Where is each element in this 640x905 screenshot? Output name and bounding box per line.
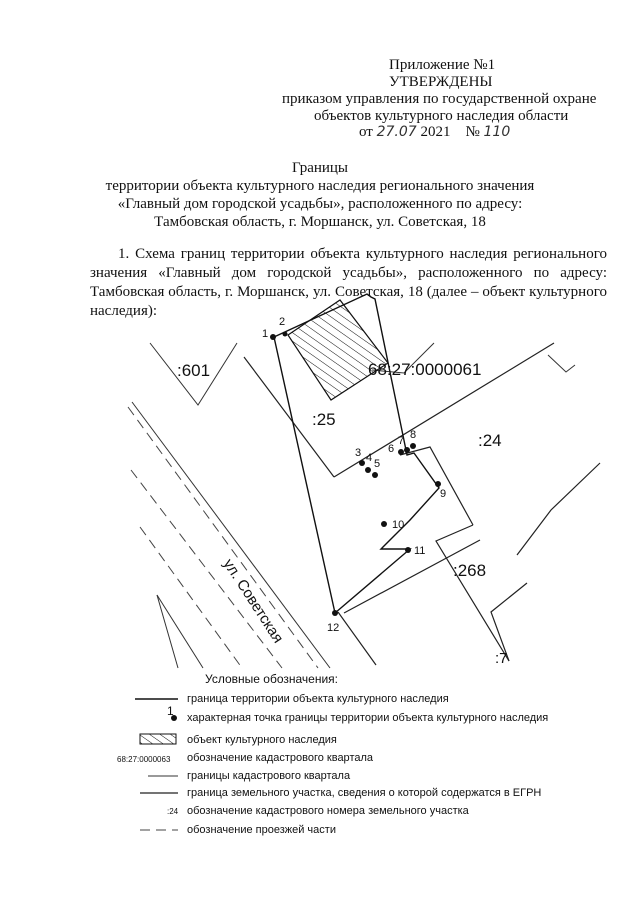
- point-label-2: 2: [279, 316, 286, 328]
- label-street: ул. Советская: [219, 555, 287, 647]
- legend-item-parcel-border: граница земельного участка, сведения о которой содержатся в ЕГРН: [187, 787, 542, 799]
- point-label-5: 5: [374, 458, 381, 470]
- handwritten-date: 27.07: [376, 124, 417, 140]
- label-parcel-24: :24: [478, 431, 502, 450]
- point-label-10: 10: [392, 519, 405, 531]
- appendix-label: Приложение №1: [389, 57, 496, 73]
- legend-item-point: характерная точка границы территории объекта культурного наследия: [187, 712, 549, 724]
- point-label-1: 1: [262, 328, 269, 340]
- legend-symbol-heritage: [140, 734, 176, 744]
- legend-item-territory: граница территории объекта культурного наследия: [187, 693, 449, 705]
- number-sign: №: [465, 124, 480, 140]
- point-label-9: 9: [440, 488, 447, 500]
- order-line-1: приказом управления по государственной охране: [282, 91, 597, 107]
- point-label-8: 8: [410, 429, 417, 441]
- label-quarter-main: 68:27:0000061: [368, 360, 482, 379]
- point-label-4: 4: [366, 452, 373, 464]
- scheme-paragraph: 1. Схема границ территории объекта культурного наследия регионального значения «Главный дом городской усадьбы», расположенного по адресу: Тамбовская область, г. Моршанск, ул. Советская, 18 (далее – объект культурного наследия):: [90, 246, 607, 319]
- label-parcel-268: :268: [453, 561, 487, 580]
- date-year: 2021: [420, 124, 451, 140]
- title-line-1: Границы: [291, 160, 349, 176]
- point-label-11: 11: [414, 545, 426, 557]
- point-label-12: 12: [327, 622, 340, 634]
- legend-sym-1: 1: [167, 704, 174, 718]
- date-prefix: от: [359, 124, 373, 140]
- title-line-3: «Главный дом городской усадьбы», расположенного по адресу:: [117, 196, 523, 212]
- legend-title: Условные обозначения:: [205, 672, 338, 686]
- legend-sym-parcel: :24: [167, 807, 179, 816]
- legend-item-parcel-label: обозначение кадастрового номера земельного участка: [187, 805, 469, 817]
- point-label-3: 3: [355, 447, 362, 459]
- legend-item-carriageway: обозначение проезжей части: [187, 824, 336, 836]
- title-line-4: Тамбовская область, г. Моршанск, ул. Советская, 18: [154, 214, 486, 230]
- legend-sym-quarter: 68:27:0000063: [117, 755, 171, 764]
- legend-item-quarter-label: обозначение кадастрового квартала: [187, 752, 374, 764]
- legend-item-quarter-border: границы кадастрового квартала: [187, 770, 351, 782]
- order-line-2: объектов культурного наследия области: [314, 108, 569, 124]
- point-label-7: 7: [398, 435, 405, 447]
- label-parcel-25: :25: [312, 410, 336, 429]
- point-label-6: 6: [388, 443, 395, 455]
- label-quarter-601: :601: [177, 361, 211, 380]
- title-line-2: территории объекта культурного наследия регионального значения: [105, 178, 535, 194]
- approved-label: УТВЕРЖДЕНЫ: [389, 74, 493, 90]
- handwritten-number: 110: [483, 124, 511, 140]
- legend-item-heritage: объект культурного наследия: [187, 734, 337, 746]
- label-parcel-7: :7: [495, 650, 508, 667]
